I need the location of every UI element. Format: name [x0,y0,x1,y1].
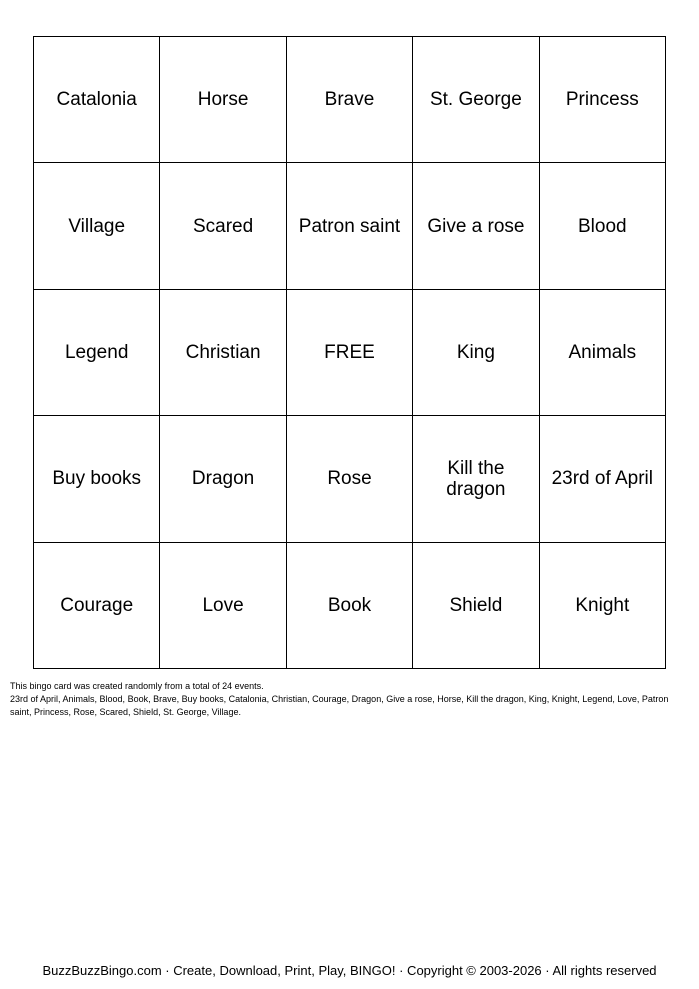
bingo-cell-label: St. George [429,89,522,111]
bingo-cell-label: Patron saint [298,215,401,237]
bingo-cell-label: Scared [192,215,254,237]
bingo-cell [34,290,160,416]
bingo-cell-label: Catalonia [56,89,137,111]
bingo-cell [34,163,160,289]
card-info [10,680,692,719]
bingo-cell-label: Horse [197,89,249,111]
bingo-cell [287,416,413,542]
bingo-cell-label: Love [202,594,244,616]
bingo-card-grid [33,36,666,669]
bingo-cell [34,416,160,542]
bingo-cell-label: Dragon [191,468,255,490]
bingo-cell [413,543,539,669]
bingo-cell-label: Princess [565,89,639,111]
bingo-cell [160,416,286,542]
bingo-cell [540,416,666,542]
bingo-cell [413,37,539,163]
bingo-cell-label: Animals [568,341,637,363]
bingo-cell-label: Rose [327,468,372,490]
bingo-cell-label: Brave [324,89,375,111]
bingo-cell-label: Christian [185,341,261,363]
bingo-cell [287,163,413,289]
card-summary: This bingo card was created randomly from a total of 24 events. [10,681,264,691]
bingo-cell-label: Legend [64,341,129,363]
bingo-cell-free [287,290,413,416]
bingo-cell [540,543,666,669]
bingo-cell [160,290,286,416]
bingo-cell [34,543,160,669]
events-list: 23rd of April, Animals, Blood, Book, Brave, Buy books, Catalonia, Christian, Courage, Dragon, Give a rose, Horse, Kill the dragon, King, Knight, Legend, Love, Patron saint, Princess, Rose, Scared, Shield, St. George, Village. [10,694,669,717]
bingo-cell-label: 23rd of April [551,468,653,490]
bingo-cell-label: Village [68,215,126,237]
bingo-cell [540,163,666,289]
bingo-cell-label: Buy books [52,468,142,490]
bingo-cell-label: Shield [449,594,503,616]
bingo-cell-label: FREE [324,341,375,363]
page-footer: BuzzBuzzBingo.com · Create, Download, Print, Play, BINGO! · Copyright © 2003-2026 · All rights reserved [42,963,657,978]
bingo-cell-label: Courage [60,594,134,616]
bingo-cell-label: King [456,341,495,363]
bingo-cell [287,543,413,669]
bingo-cell [160,163,286,289]
bingo-cell [413,416,539,542]
bingo-cell [540,37,666,163]
bingo-cell [287,37,413,163]
bingo-cell-label: Blood [577,215,627,237]
bingo-cell-label: Book [327,594,372,616]
bingo-cell-label: Knight [575,594,630,616]
bingo-cell [160,37,286,163]
bingo-cell [34,37,160,163]
bingo-cell [413,290,539,416]
bingo-cell [540,290,666,416]
bingo-cell [160,543,286,669]
bingo-cell-label: Kill the dragon [446,457,506,500]
bingo-cell-label: Give a rose [427,215,525,237]
bingo-cell [413,163,539,289]
